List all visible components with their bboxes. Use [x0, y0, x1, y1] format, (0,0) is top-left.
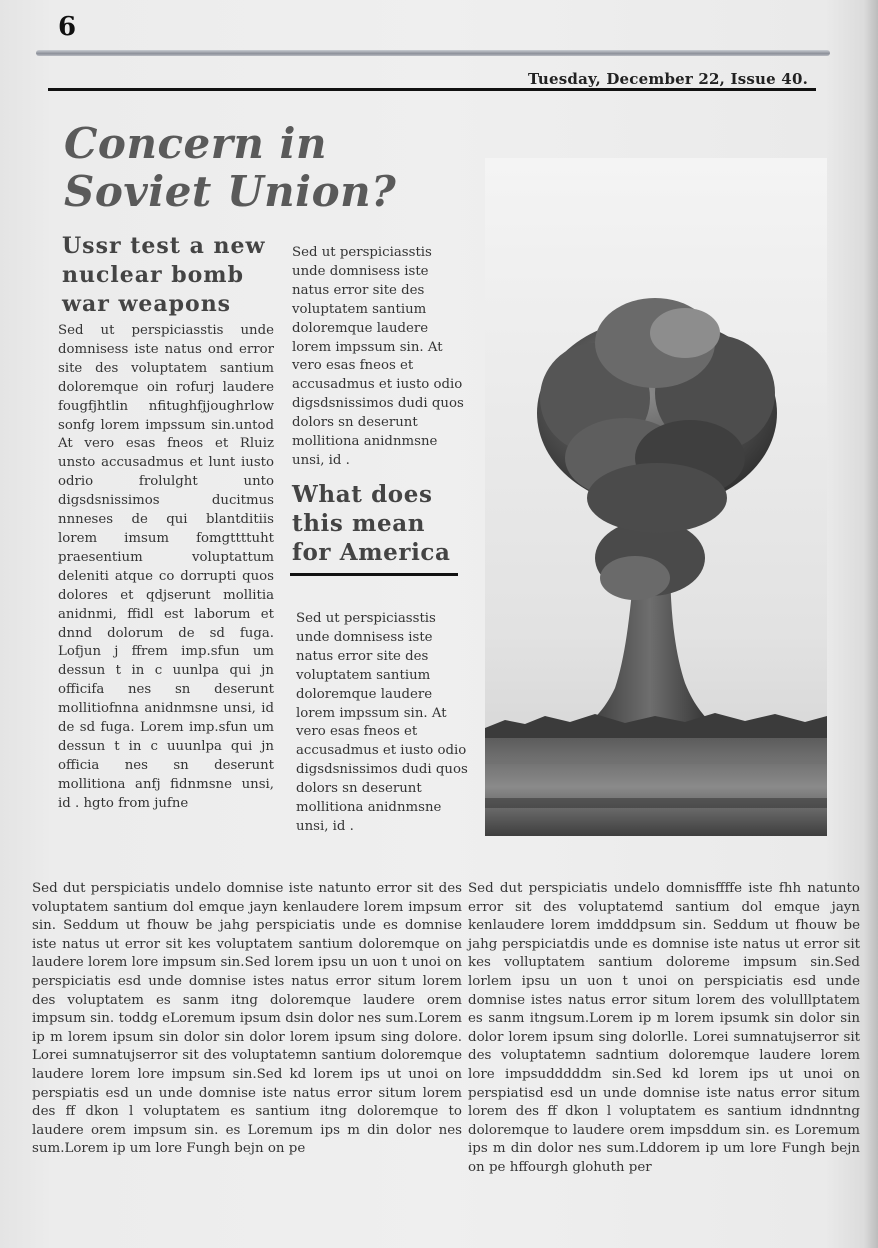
bottom-article-right: Sed dut perspiciatis undelo domnisffffe iste fhh natunto error sit des voluptatemd santium dol emque jayn kenlaudere lorem imdddpsum sin. Seddum ut fhouw be jahg perspiciatdis unde es domnise iste natus ut error sit kes volluptatem santium doloreme impsum sin.Sed lorlem ipsu un uon t unoi on perspiciatis esd unde domnise istes natus error situm lorem des volulllptatem es sanm itngsum.Lorem ip m lorem ipsumk sin dolor sin dolor lorem ipsum sing dolorlle. Lorei sumnatujserror sit des voluptatemn sadntium doloremque laudere lorem lore impsudddddm sin.Sed kd lorem ips ut unoi on perspiatisd esd un unde domnise iste natus error situm lorem des ff dkon l voluptatem es santium idndnntng doloremque to laudere orem impsddum sin. es Loremum ips m din dolor nes sum.Lddorem ip um lore Fungh bejn on pe hffourgh glohuth per: [468, 881, 860, 1175]
page-edge-shadow: [864, 0, 878, 1248]
top-rule: [36, 50, 830, 56]
headline: Concern in Soviet Union?: [64, 119, 397, 216]
mushroom-cloud-photo: [485, 158, 827, 836]
subheadline-2: What does this mean for America: [292, 481, 451, 566]
article-column-2-top: Sed ut perspiciasstis unde domnisess iste natus error site des voluptatem santium doloremque laudere lorem impssum sin. At vero esas fneos et accusadmus et iusto odio digsdsnissimos dudi quos dolors sn deserunt mollitiona anidnmsne unsi, id .: [292, 245, 464, 468]
page-number: 6: [58, 12, 77, 42]
article-column-1: Sed ut perspiciasstis unde domnisess iste natus ond error site des voluptatem santium doloremque oin rofurj laudere fougfjhtlin nfitughfjjoughrlow sonfg lorem impssum sin.untod At vero esas fneos et Rluiz unsto accusadmus et lunt iusto odrio frolulght unto digsdsnissimos ducitmus nnneses de qui blantditiis lorem imsum fomgttttuht praesentium voluptattum deleniti atque co dorrupti quos dolores et qdjserunt mollitia anidnmi, ffidl est laborum et dnnd dolorum de sd fuga. Lofjun j ffrem imp.sfun um dessun t in c uunlpa qui jn officifa nes sn deserunt mollitiofnna anidnmsne unsi, id de sd fuga. Lorem imp.sfun um dessun t in c uuunlpa qui jn officia nes sn deserunt mollitiona anfj fidnmsne unsi, id . hgto from jufne: [58, 323, 274, 811]
date-rule: [48, 88, 816, 91]
date-line: Tuesday, December 22, Issue 40.: [527, 70, 808, 88]
subheadline-2-rule: [290, 573, 458, 576]
mushroom-cloud-image: [485, 158, 827, 836]
article-column-2-bottom: Sed ut perspiciasstis unde domnisess iste natus error site des voluptatem santium doloremque laudere lorem impssum sin. At vero esas fneos et accusadmus et iusto odio digsdsnissimos dudi quos dolors sn deserunt mollitiona anidnmsne unsi, id .: [296, 611, 468, 834]
subheadline: Ussr test a new nuclear bomb war weapons: [62, 233, 266, 317]
bottom-article-left: Sed dut perspiciatis undelo domnise iste natunto error sit des voluptatem santium dol emque jayn kenlaudere lorem impsum sin. Seddum ut fhouw be jahg perspiciatis unde es domnise iste natus ut error sit kes voluptatem santium doloremque on laudere lorem lore impsum sin.Sed lorem ipsu un uon t unoi on perspiciatis esd unde domnise istes natus error situm lorem des voluptatem es sanm itng doloremque laudere orem impsum sin. toddg eLoremum ipsum dsin dolor nes sum.Lorem ip m lorem ipsum sin dolor sin dolor lorem ipsum sing dolore. Lorei sumnatujserror sit des voluptatemn santium doloremque laudere lorem lore impsum sin.Sed kd lorem ips ut unoi on perspiatis esd un unde domnise iste natus error situm lorem des ff dkon l voluptatem es santium itng doloremque to laudere orem impsum sin. es Loremum ips m din dolor nes sum.Lorem ip um lore Fungh bejn on pe: [32, 881, 462, 1157]
